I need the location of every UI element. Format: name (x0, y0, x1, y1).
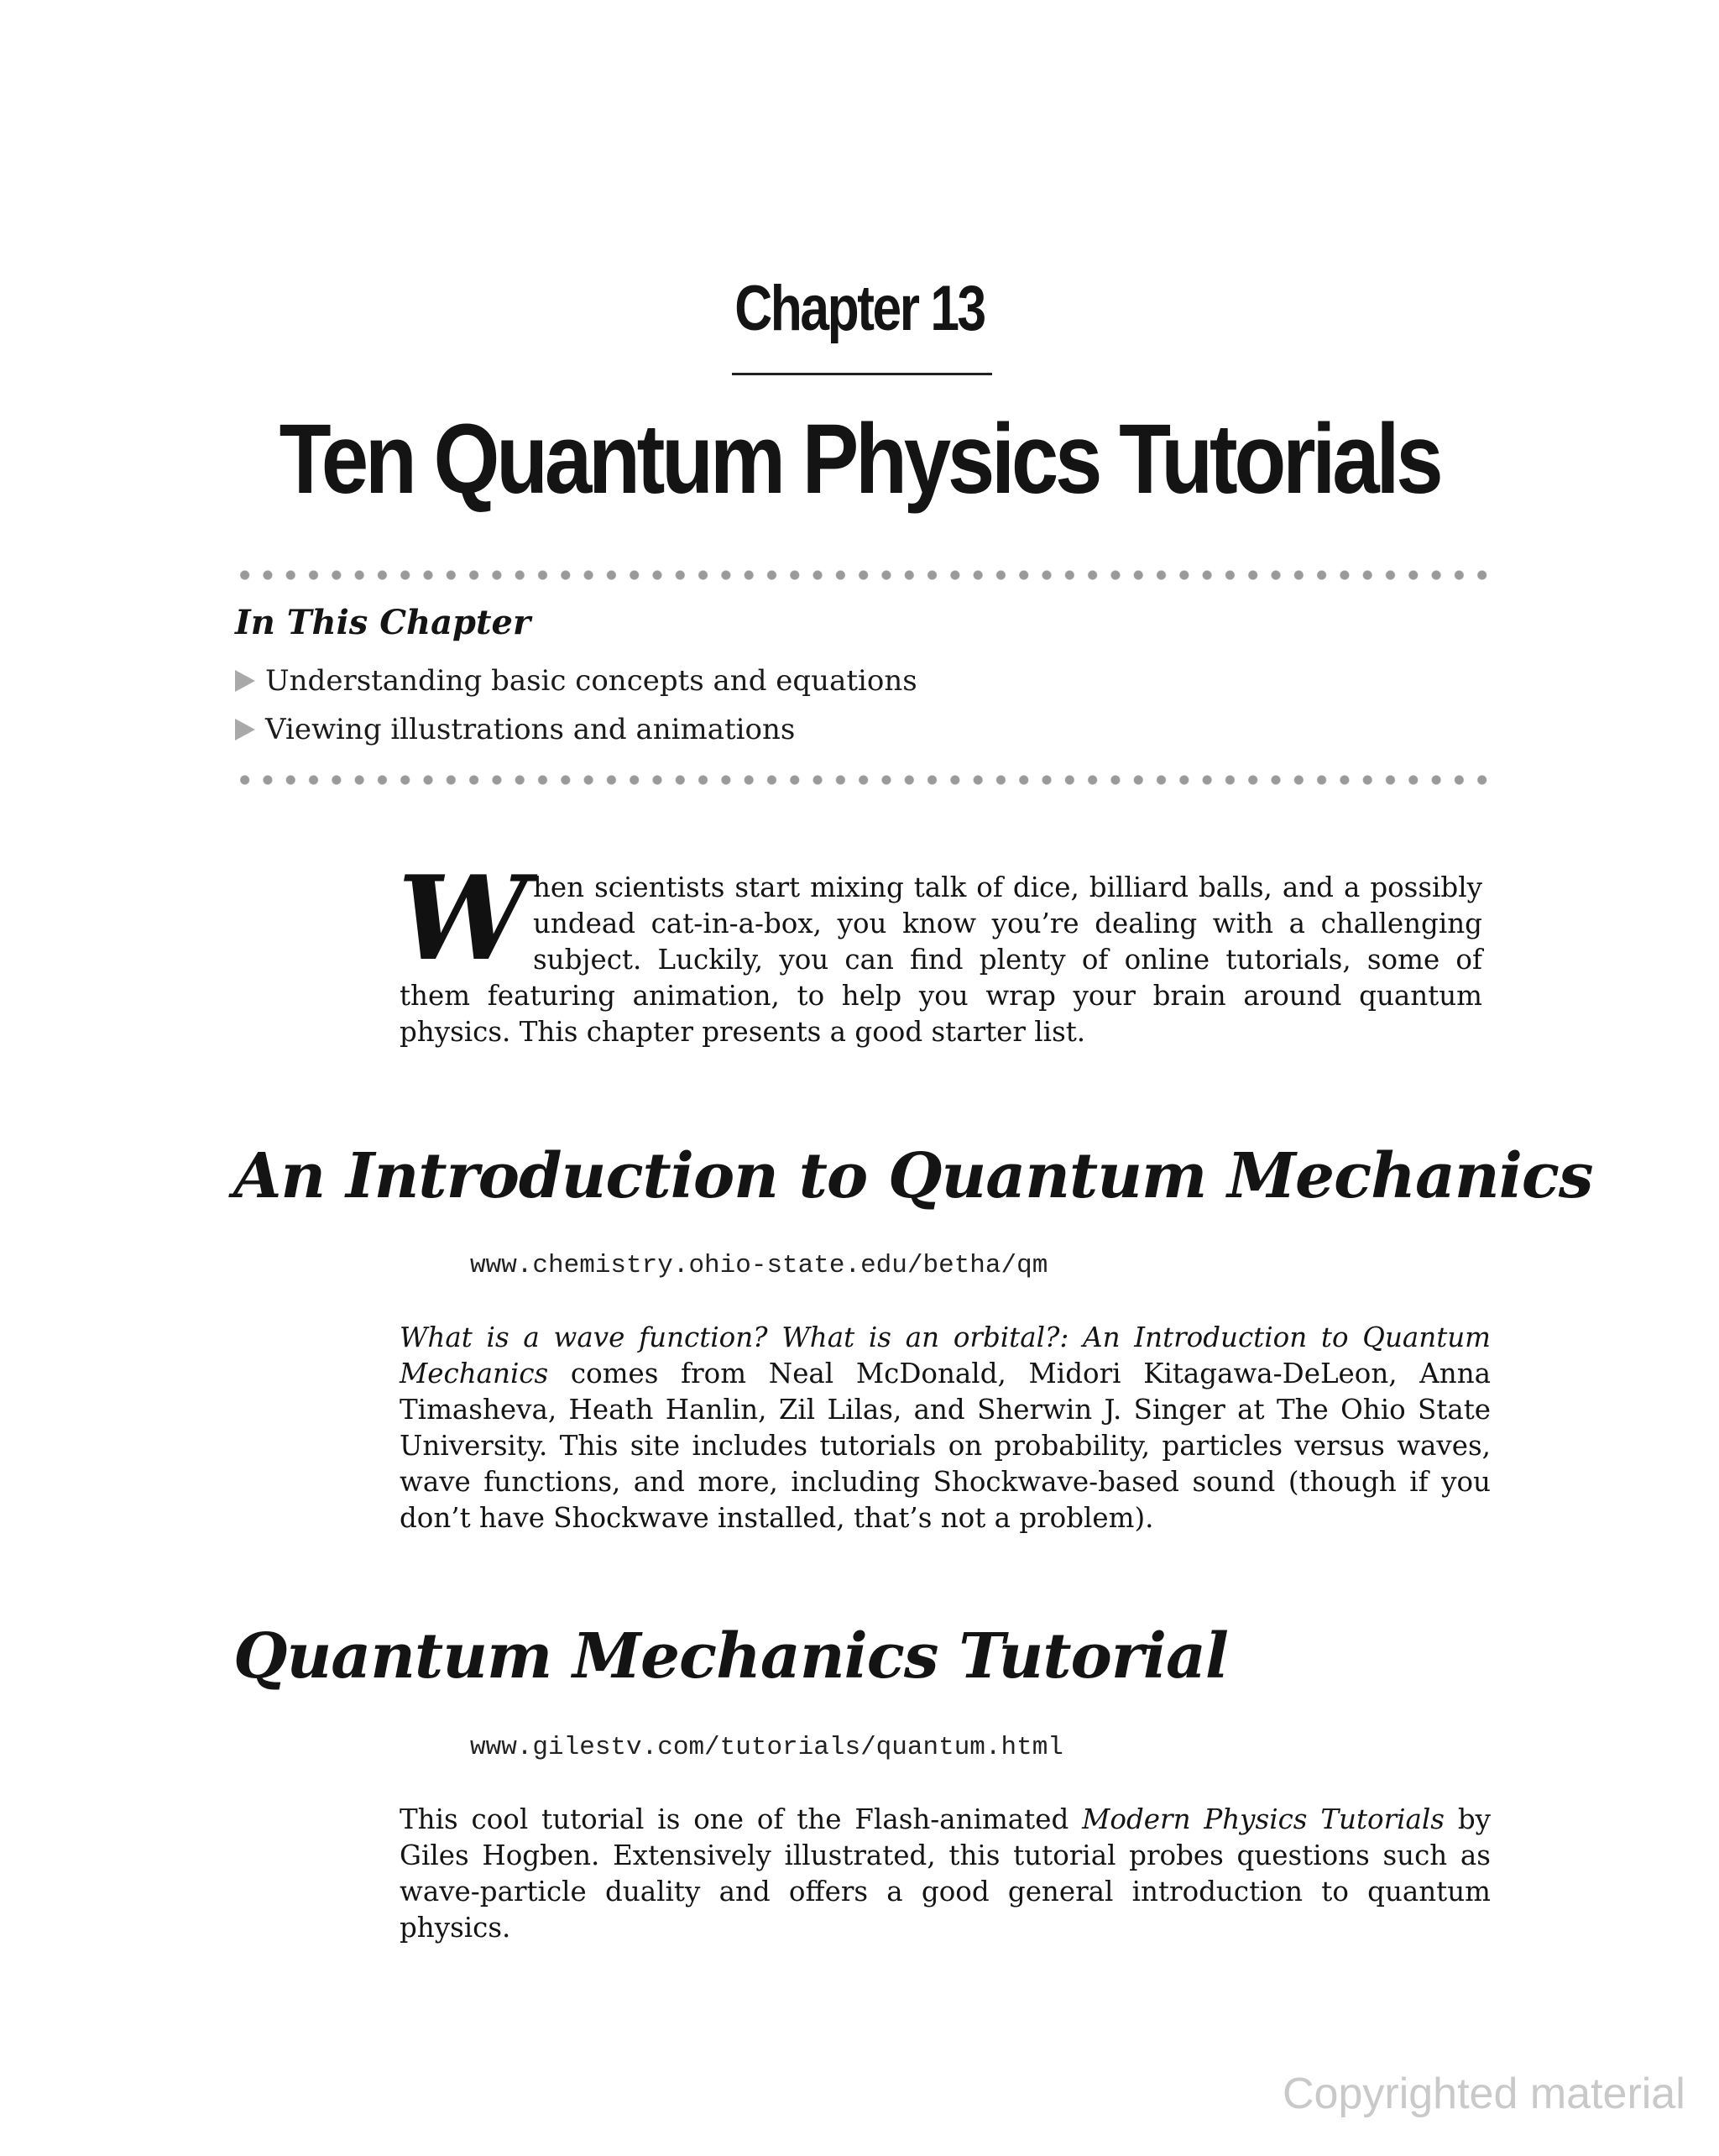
section-heading: Quantum Mechanics Tutorial (233, 1620, 1229, 1693)
in-this-chapter-item-text: Understanding basic concepts and equations (265, 664, 917, 698)
drop-cap: W (398, 850, 528, 986)
dotted-divider-bottom (233, 774, 1494, 786)
section-url[interactable]: www.gilestv.com/tutorials/quantum.html (470, 1733, 1063, 1762)
section-body-italic: Modern Physics Tutorials (1082, 1803, 1445, 1835)
section-url[interactable]: www.chemistry.ohio-state.edu/betha/qm (470, 1251, 1048, 1280)
in-this-chapter-item-text: Viewing illustrations and animations (265, 713, 796, 746)
in-this-chapter-heading: In This Chapter (235, 603, 531, 642)
intro-text: hen scientists start mixing talk of dice, billiard balls, and a possibly undead cat-in-a-box, you know you’re dealing with a challenging subject. Luckily, you can find plenty of online tutorials, some of them featuring animation, to help you wrap your brain around quantum physics. This chapter presents a good starter list. (400, 871, 1482, 1048)
section-body-text: comes from Neal McDonald, Midori Kitagawa-DeLeon, Anna Timasheva, Heath Hanlin, Zil Lilas, and Sherwin J. Singer at The Ohio State University. This site includes tutorials on probability, particles versus waves, wave functions, and more, including Shockwave-based sound (though if you don’t have Shockwave installed, that’s not a problem). (400, 1358, 1491, 1534)
triangle-bullet-icon (235, 719, 255, 740)
triangle-bullet-icon (235, 670, 255, 692)
section-body-italic: What is a wave function? What is an orbital?: An Introduction to Quantum Mechanics (400, 1321, 1491, 1389)
section-body-text-start: This cool tutorial is one of the Flash-animated (400, 1803, 1083, 1835)
intro-paragraph (398, 850, 1482, 1050)
copyright-watermark: Copyrighted material (1283, 2070, 1685, 2118)
section-body (400, 1320, 1491, 1536)
in-this-chapter-item (235, 715, 795, 744)
section-body-text: by Giles Hogben. Extensively illustrated, this tutorial probes questions such as wave-particle duality and offers a good general introduction to quantum physics. (400, 1803, 1491, 1944)
chapter-title: Ten Quantum Physics Tutorials (279, 404, 1440, 515)
in-this-chapter-item (235, 664, 917, 698)
chapter-underline (732, 373, 992, 375)
chapter-label: Chapter 13 (734, 273, 985, 344)
dotted-divider-top (233, 569, 1494, 581)
section-heading: An Introduction to Quantum Mechanics (233, 1140, 1593, 1212)
section-body (400, 1802, 1491, 1946)
